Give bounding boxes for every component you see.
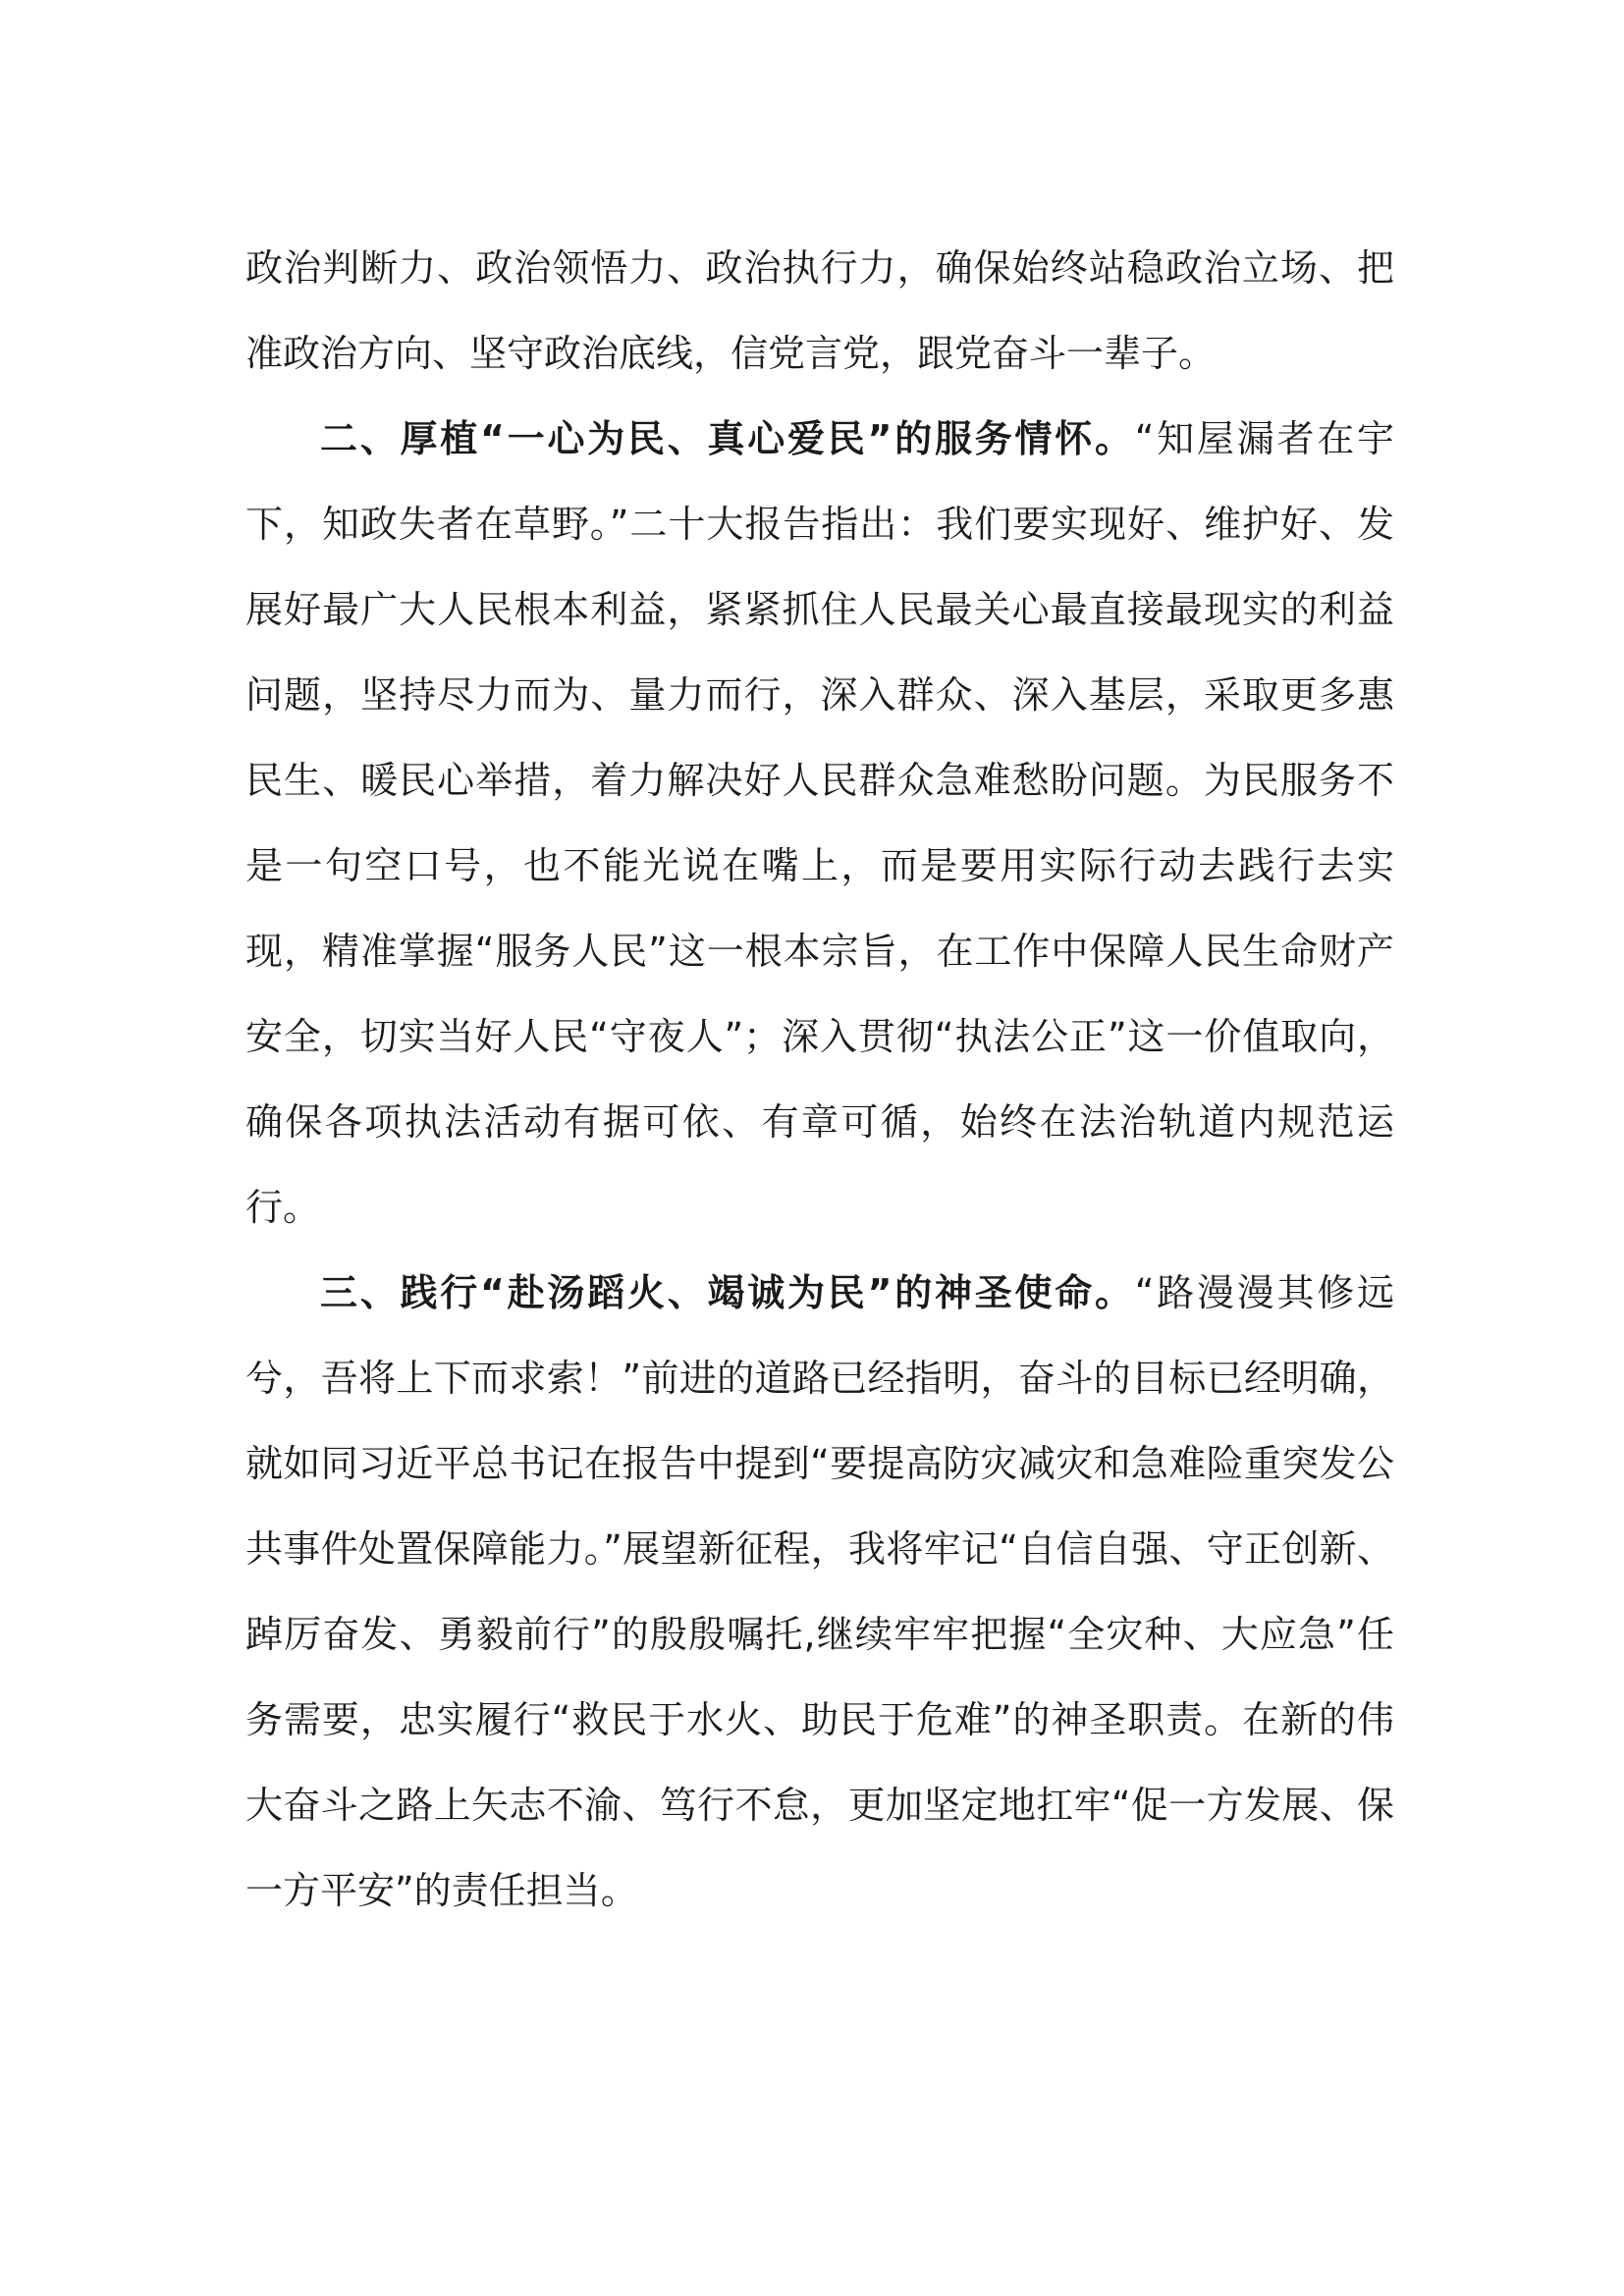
document-body <box>245 226 1394 1934</box>
section-heading: 二、厚植“一心为民、真心爱民”的服务情怀。 <box>320 417 1135 460</box>
section-heading: 三、践行“赴汤蹈火、竭诚为民”的神圣使命。 <box>320 1271 1135 1314</box>
paragraph-section-3 <box>245 1251 1394 1934</box>
paragraph-text: “知屋漏者在宇下，知政失者在草野。”二十大报告指出：我们要实现好、维护好、发展好最广大人民根本利益，紧紧抓住人民最关心最直接最现实的利益问题，坚持尽力而为、量力而行，深入群众、深入基层，采取更多惠民生、暖民心举措，着力解决好人民群众急难愁盼问题。为民服务不是一句空口号，也不能光说在嘴上，而是要用实际行动去践行去实现，精准掌握“服务人民”这一根本宗旨，在工作中保障人民生命财产安全，切实当好人民“守夜人”；深入贯彻“执法公正”这一价值取向，确保各项执法活动有据可依、有章可循，始终在法治轨道内规范运行。 <box>245 417 1395 1229</box>
paragraph-text: 政治判断力、政治领悟力、政治执行力，确保始终站稳政治立场、把准政治方向、坚守政治底线，信党言党，跟党奋斗一辈子。 <box>245 246 1394 375</box>
paragraph-section-2 <box>245 397 1394 1251</box>
paragraph-text: “路漫漫其修远兮，吾将上下而求索！”前进的道路已经指明，奋斗的目标已经明确，就如同习近平总书记在报告中提到“要提高防灾减灾和急难险重突发公共事件处置保障能力。”展望新征程，我将牢记“自信自强、守正创新、踔厉奋发、勇毅前行”的殷殷嘱托,继续牢牢把握“全灾种、大应急”任务需要，忠实履行“救民于水火、助民于危难”的神圣职责。在新的伟大奋斗之路上矢志不渝、笃行不怠，更加坚定地扛牢“促一方发展、保一方平安”的责任担当。 <box>245 1271 1395 1912</box>
paragraph-continuation <box>245 226 1394 397</box>
